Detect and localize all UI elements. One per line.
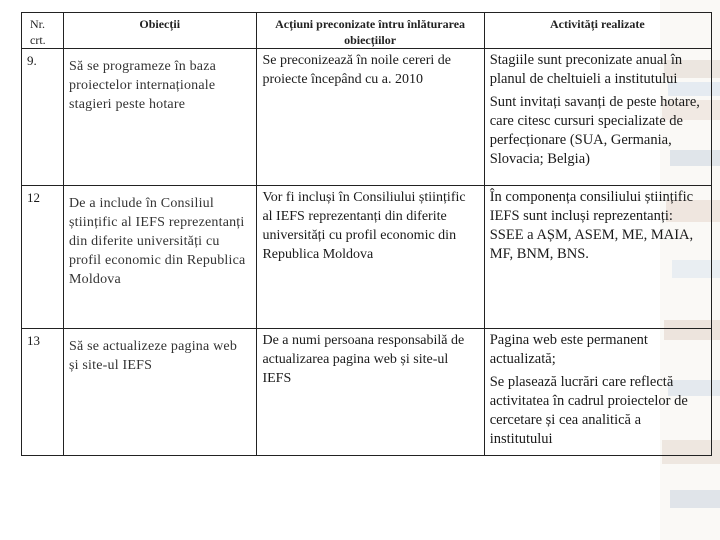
table-row [22, 329, 712, 456]
objective-cell [63, 329, 256, 456]
activity-cell [484, 49, 711, 186]
objective-text: Să se programeze în baza proiectelor internaționale stagieri peste hotare [68, 59, 217, 112]
objective-cell [63, 49, 256, 186]
table-row [22, 49, 712, 186]
activity-text: Se plasează lucrări care reflectă activitatea în cadrul proiectelor de cercetare și cea analitică a institutului [489, 374, 688, 447]
activity-cell [484, 329, 711, 456]
activity-text: Sunt invitați savanți de peste hotare, care citesc cursuri specializate de perfecționare (SUA, Germania, Slovacia; Belgia) [489, 94, 700, 167]
header-actions: Acțiuni preconizate întru înlăturarea obiecțiilor [257, 13, 484, 49]
action-cell: Vor fi incluși în Consiliului științific al IEFS reprezentanți din diferite universități cu profil economic din Republica Moldova [257, 186, 484, 329]
header-activities: Activități realizate [484, 13, 711, 49]
row-number: 12 [22, 186, 64, 329]
activity-cell [484, 186, 711, 329]
row-number: 13 [22, 329, 64, 456]
activity-text: Stagiile sunt preconizate anual în planul de cheltuieli a institutului [489, 52, 683, 87]
header-no: Nr. crt. [22, 13, 64, 49]
table-row [22, 186, 712, 329]
action-cell: De a numi persoana responsabilă de actualizarea pagina web și site-ul IEFS [257, 329, 484, 456]
objective-text: De a include în Consiliul științific al IEFS reprezentanți din diferite universități cu profil economic din Republica Moldova [68, 196, 246, 287]
objective-cell [63, 186, 256, 329]
action-cell: Se preconizează în noile cereri de proiecte începând cu a. 2010 [257, 49, 484, 186]
activity-text: În componența consiliului științific IEFS sunt incluși reprezentanți: SSEE a AȘM, ASEM, ME, MAIA, MF, BNM, BNS. [489, 189, 694, 262]
objections-table [21, 12, 712, 456]
row-number: 9. [22, 49, 64, 186]
objective-text: Să se actualizeze pagina web și site-ul IEFS [68, 339, 238, 373]
header-objectives: Obiecții [63, 13, 256, 49]
table-header-row [22, 13, 712, 49]
activity-text: Pagina web este permanent actualizată; [489, 332, 648, 367]
